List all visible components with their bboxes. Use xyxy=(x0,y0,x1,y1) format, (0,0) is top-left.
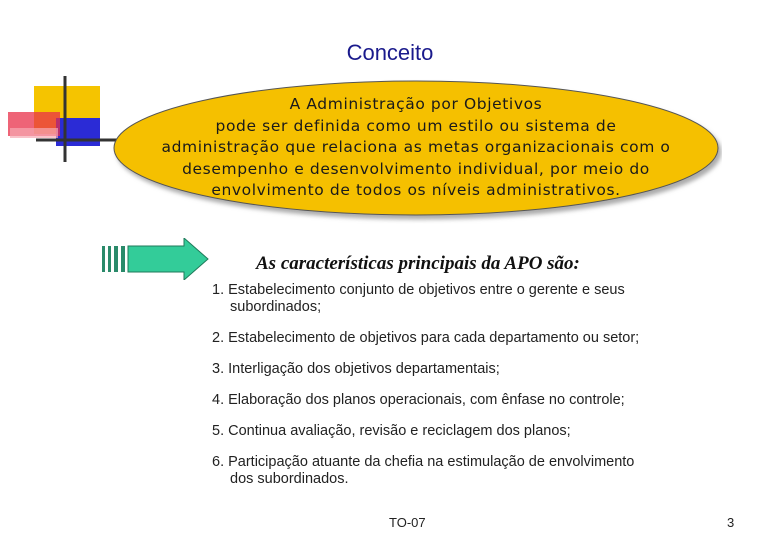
list-item: 3. Interligação dos objetivos departamentais; xyxy=(212,361,500,377)
list-item: 6. Participação atuante da chefia na estimulação de envolvimento dos subordinados. xyxy=(212,454,635,487)
concept-line: desempenho e desenvolvimento individual, por meio do xyxy=(182,159,650,178)
footer-code: TO-07 xyxy=(389,515,426,530)
concept-line: pode ser definida como um estilo ou sistema de xyxy=(215,116,617,135)
concept-line: A Administração por Objetivos xyxy=(289,95,543,113)
concept-definition xyxy=(110,94,722,202)
slide-title: Conceito xyxy=(346,40,434,65)
characteristics-list xyxy=(212,282,732,502)
list-item: 1. Estabelecimento conjunto de objetivos entre o gerente e seus subordinados; xyxy=(212,282,625,315)
characteristics-heading: As características principais da APO são: xyxy=(256,253,580,274)
list-item: 5. Continua avaliação, revisão e reciclagem dos planos; xyxy=(212,423,571,439)
list-item: 4. Elaboração dos planos operacionais, com ênfase no controle; xyxy=(212,392,625,408)
concept-line: administração que relaciona as metas organizacionais com o xyxy=(161,138,671,156)
list-item: 2. Estabelecimento de objetivos para cada departamento ou setor; xyxy=(212,330,640,346)
right-arrow-icon xyxy=(100,238,210,280)
concept-line: envolvimento de todos os níveis administrativos. xyxy=(211,181,621,199)
page-number: 3 xyxy=(727,515,735,530)
concept-ellipse xyxy=(110,78,722,224)
